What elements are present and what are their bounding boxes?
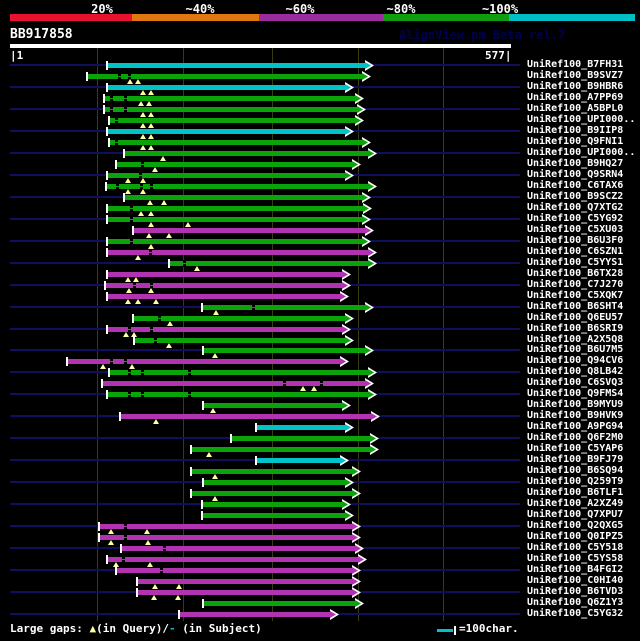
query-gap-triangle-icon [125, 178, 131, 183]
hit-bar[interactable] [108, 63, 365, 68]
hit-bar[interactable] [121, 414, 371, 419]
hit-label[interactable]: UniRef100_Q9SRN4 [527, 169, 624, 180]
query-gap-triangle-icon [212, 474, 218, 479]
hit-bar[interactable] [108, 250, 368, 255]
query-gap-triangle-icon [175, 595, 181, 600]
query-gap-triangle-icon [194, 266, 200, 271]
hit-bar[interactable] [125, 195, 362, 200]
subject-gap-line [139, 175, 142, 176]
hit-bar[interactable] [105, 96, 355, 101]
hit-bar[interactable] [232, 436, 370, 441]
hit-start-tick [98, 533, 100, 542]
subject-gap-line [110, 98, 113, 99]
hit-label[interactable]: UniRef100_Q259T9 [527, 476, 624, 487]
hit-bar[interactable] [108, 173, 345, 178]
hit-label[interactable]: UniRef100_C5YYS1 [527, 257, 624, 268]
subject-gap-line [150, 329, 153, 330]
hit-bar[interactable] [108, 272, 342, 277]
query-gap-triangle-icon [138, 211, 144, 216]
query-ruler-bar [10, 44, 511, 48]
query-gap-triangle-icon [148, 211, 154, 216]
hit-bar[interactable] [108, 85, 345, 90]
hit-label[interactable]: UniRef100_B4FGI2 [527, 564, 624, 575]
hit-label[interactable]: UniRef100_Q0IPZ5 [527, 531, 624, 542]
hit-label[interactable]: UniRef100_C5XQK7 [527, 290, 624, 301]
subject-gap-line [158, 318, 161, 319]
hit-start-tick [106, 83, 108, 92]
query-gap-triangle-icon [100, 364, 106, 369]
subject-gap-line [141, 164, 144, 165]
hit-bar[interactable] [108, 217, 362, 222]
hit-label[interactable]: UniRef100_B9HVK9 [527, 410, 624, 421]
hit-label[interactable]: UniRef100_Q6F2M0 [527, 432, 624, 443]
hit-start-tick [105, 182, 107, 191]
hit-start-tick [115, 566, 117, 575]
subject-gap-line [124, 526, 127, 527]
hit-bar[interactable] [257, 458, 340, 463]
hit-label[interactable]: UniRef100_B6TVD3 [527, 586, 624, 597]
hit-start-tick [103, 94, 105, 103]
query-gap-triangle-icon [300, 386, 306, 391]
hit-start-tick [120, 544, 122, 553]
hit-bar[interactable] [108, 129, 345, 134]
hit-start-tick [132, 314, 134, 323]
hit-start-tick [201, 303, 203, 312]
query-gap-triangle-icon [125, 277, 131, 282]
grid-line [358, 48, 359, 621]
query-gap-triangle-icon [185, 222, 191, 227]
hit-label[interactable]: UniRef100_Q7XPU7 [527, 509, 624, 520]
hit-bar[interactable] [106, 283, 342, 288]
hit-label[interactable]: UniRef100_Q8LB42 [527, 366, 624, 377]
subject-gap-line [150, 285, 153, 286]
hit-start-tick [202, 599, 204, 608]
hit-start-tick [106, 292, 108, 301]
hit-label[interactable]: UniRef100_C5YG92 [527, 213, 624, 224]
hit-label[interactable]: UniRef100_B6TX28 [527, 268, 624, 279]
hit-label[interactable]: UniRef100_C7J270 [527, 279, 624, 290]
hit-bar[interactable] [180, 612, 330, 617]
hit-label[interactable]: UniRef100_A2X5Q8 [527, 334, 624, 345]
large-gaps-label: Large gaps: [10, 622, 90, 635]
hit-start-tick [168, 259, 170, 268]
hit-label[interactable]: UniRef100_Q7XTG2 [527, 202, 624, 213]
hit-start-tick [106, 204, 108, 213]
query-gap-triangle-icon [167, 321, 173, 326]
query-gap-triangle-icon [145, 540, 151, 545]
subject-gap-line [160, 570, 163, 571]
query-gap-triangle-icon [166, 233, 172, 238]
hit-bar[interactable] [117, 162, 352, 167]
large-gaps-legend [10, 622, 262, 635]
hit-start-tick [202, 346, 204, 355]
hit-start-tick [178, 610, 180, 619]
hit-label[interactable]: UniRef100_Q9FMS4 [527, 388, 624, 399]
subject-gap-line [150, 186, 153, 187]
query-gap-triangle-icon [176, 584, 182, 589]
hit-label[interactable]: UniRef100_UPI000.. [527, 114, 636, 125]
hit-bar[interactable] [125, 151, 368, 156]
subject-gap-line [283, 383, 286, 384]
hit-bar[interactable] [122, 546, 355, 551]
hit-bar[interactable] [134, 228, 365, 233]
hit-start-tick [98, 522, 100, 531]
query-gap-triangle-icon [140, 145, 146, 150]
hit-bar[interactable] [135, 338, 345, 343]
query-gap-triangle-icon [147, 562, 153, 567]
hit-bar[interactable] [117, 568, 352, 573]
query-gap-triangle-icon [148, 123, 154, 128]
hit-bar[interactable] [192, 469, 352, 474]
subject-gap-line [128, 372, 131, 373]
hit-start-tick [106, 215, 108, 224]
hit-start-tick [106, 61, 108, 70]
query-gap-triangle-icon [152, 167, 158, 172]
subject-gap-line [116, 186, 119, 187]
subject-gap-line [188, 394, 191, 395]
hit-label[interactable]: UniRef100_C6TAX6 [527, 180, 624, 191]
hit-bar[interactable] [68, 359, 340, 364]
hit-bar[interactable] [108, 327, 342, 332]
hit-bar[interactable] [110, 140, 362, 145]
hit-label[interactable]: UniRef100_Q6Z1Y3 [527, 597, 624, 608]
hit-start-tick [104, 281, 106, 290]
hit-label[interactable]: UniRef100_A2XZ49 [527, 498, 624, 509]
watermark-text: AlignView.pm Beta rel.7 [399, 28, 566, 42]
subject-gap-line [163, 548, 166, 549]
hit-bar[interactable] [204, 480, 345, 485]
hit-bar[interactable] [107, 184, 368, 189]
subject-gap-line [124, 98, 127, 99]
hit-label[interactable]: UniRef100_B9MYU9 [527, 399, 624, 410]
query-gap-triangle-icon [140, 112, 146, 117]
subject-gap-line [128, 329, 131, 330]
query-gap-triangle-icon [148, 112, 154, 117]
hit-bar[interactable] [100, 524, 352, 529]
hit-label[interactable]: UniRef100_C5YS58 [527, 553, 624, 564]
hit-start-tick [106, 127, 108, 136]
query-gap-triangle-icon [212, 496, 218, 501]
query-gap-triangle-icon [138, 101, 144, 106]
hit-label[interactable]: UniRef100_C5YAP6 [527, 443, 624, 454]
query-gap-triangle-icon [144, 529, 150, 534]
identity-scale-segment [259, 14, 383, 21]
hit-label[interactable]: UniRef100_B9IIP8 [527, 125, 624, 136]
hit-bar[interactable] [110, 370, 368, 375]
hit-bar[interactable] [203, 513, 345, 518]
hit-label[interactable]: UniRef100_Q2QXG5 [527, 520, 624, 531]
hit-start-tick [136, 577, 138, 586]
hit-bar[interactable] [203, 502, 342, 507]
hit-start-tick [190, 445, 192, 454]
hit-bar[interactable] [108, 206, 363, 211]
hit-label[interactable]: UniRef100_B6SHT4 [527, 301, 624, 312]
hit-start-tick [106, 555, 108, 564]
hit-label[interactable]: UniRef100_C0HI40 [527, 575, 624, 586]
query-gap-triangle-icon [135, 79, 141, 84]
subject-gap-line [130, 219, 133, 220]
hit-bar[interactable] [103, 381, 365, 386]
hit-bar[interactable] [192, 447, 370, 452]
hit-label[interactable]: UniRef100_A9PG94 [527, 421, 624, 432]
query-gap-triangle-icon [148, 134, 154, 139]
subject-gap-line [110, 109, 113, 110]
hit-label[interactable]: UniRef100_B6U3F0 [527, 235, 624, 246]
query-gap-triangle-icon [166, 343, 172, 348]
hit-start-tick [106, 390, 108, 399]
hit-bar[interactable] [105, 107, 357, 112]
hit-label[interactable]: UniRef100_Q9FNI1 [527, 136, 624, 147]
hit-bar[interactable] [134, 316, 345, 321]
query-gap-triangle-icon [210, 408, 216, 413]
hit-label[interactable]: UniRef100_B9FJ79 [527, 454, 624, 465]
subject-gap-line [183, 263, 186, 264]
hit-start-tick [230, 434, 232, 443]
hit-label[interactable]: UniRef100_B9SVZ7 [527, 70, 624, 81]
subject-gap-line [128, 76, 131, 77]
hit-start-tick [201, 511, 203, 520]
hit-start-tick [66, 357, 68, 366]
query-gap-triangle-icon [108, 529, 114, 534]
hit-bar[interactable] [192, 491, 352, 496]
hit-start-tick [106, 248, 108, 257]
hit-bar[interactable] [204, 601, 355, 606]
gap-in-subject-marker: - [168, 622, 176, 635]
hit-bar[interactable] [108, 294, 340, 299]
query-gap-triangle-icon [148, 145, 154, 150]
hit-start-tick [108, 116, 110, 125]
subject-gap-line [141, 372, 144, 373]
hit-label[interactable]: UniRef100_Q6EU57 [527, 312, 624, 323]
hit-start-tick [123, 149, 125, 158]
subject-gap-line [128, 394, 131, 395]
hit-label[interactable]: UniRef100_B9SCZ2 [527, 191, 624, 202]
hit-start-tick [202, 478, 204, 487]
hit-label[interactable]: UniRef100_B6TLF1 [527, 487, 624, 498]
hit-start-tick [101, 379, 103, 388]
hit-bar[interactable] [108, 557, 358, 562]
hit-start-tick [106, 237, 108, 246]
subject-gap-line [188, 372, 191, 373]
subject-gap-line [122, 559, 125, 560]
ruler-start-label: |1 [10, 49, 24, 62]
query-gap-triangle-icon [125, 299, 131, 304]
subject-gap-line [124, 361, 127, 362]
identity-scale-segment [10, 14, 132, 21]
query-gap-triangle-icon [311, 386, 317, 391]
hit-start-tick [190, 489, 192, 498]
subject-gap-line [115, 142, 118, 143]
hit-label[interactable]: UniRef100_C6SVQ3 [527, 377, 624, 388]
query-gap-triangle-icon [140, 90, 146, 95]
hit-bar[interactable] [257, 425, 345, 430]
subject-gap-line [118, 76, 121, 77]
hit-start-tick [106, 171, 108, 180]
hit-start-tick [123, 193, 125, 202]
subject-gap-line [252, 307, 255, 308]
hit-label[interactable]: UniRef100_UPI000.. [527, 147, 636, 158]
hit-bar[interactable] [108, 392, 368, 397]
subject-gap-line [130, 241, 133, 242]
hit-start-tick [190, 467, 192, 476]
hit-start-tick [202, 401, 204, 410]
hit-label[interactable]: UniRef100_A7PP69 [527, 92, 624, 103]
hit-label[interactable]: UniRef100_B9HBR6 [527, 81, 624, 92]
query-title: BB917858 [10, 27, 73, 42]
hit-start-tick [86, 72, 88, 81]
ruler-end-label: 577| [485, 49, 512, 62]
query-gap-triangle-icon [135, 255, 141, 260]
query-gap-triangle-icon [213, 310, 219, 315]
gap-in-subject-label: (in Subject) [175, 622, 262, 635]
hit-start-tick [133, 336, 135, 345]
hit-bar[interactable] [204, 403, 342, 408]
hit-start-tick [255, 423, 257, 432]
hit-start-tick [103, 105, 105, 114]
subject-gap-line [130, 208, 133, 209]
hit-start-tick [119, 412, 121, 421]
query-gap-triangle-icon [151, 595, 157, 600]
query-gap-triangle-icon [148, 222, 154, 227]
subject-gap-line [115, 120, 118, 121]
hit-start-tick [108, 138, 110, 147]
query-gap-triangle-icon [140, 134, 146, 139]
hit-label[interactable]: UniRef100_B6SRI9 [527, 323, 624, 334]
identity-scale-label: ~60% [285, 2, 315, 16]
hit-label[interactable]: UniRef100_C5XU03 [527, 224, 624, 235]
gap-in-query-marker: ▲ [89, 622, 97, 635]
query-gap-triangle-icon [206, 452, 212, 457]
hit-start-tick [106, 270, 108, 279]
query-gap-triangle-icon [146, 101, 152, 106]
subject-gap-line [133, 285, 136, 286]
identity-scale-label: 20% [91, 2, 113, 16]
subject-gap-line [154, 340, 157, 341]
hit-start-tick [106, 325, 108, 334]
subject-gap-line [124, 537, 127, 538]
subject-gap-line [149, 252, 152, 253]
hit-start-tick [108, 368, 110, 377]
grid-line [443, 48, 444, 621]
query-gap-triangle-icon [152, 584, 158, 589]
hit-bar[interactable] [204, 348, 365, 353]
hit-start-tick [132, 226, 134, 235]
hit-label[interactable]: UniRef100_C5Y518 [527, 542, 624, 553]
query-gap-triangle-icon [153, 419, 159, 424]
hit-label[interactable]: UniRef100_B7FH31 [527, 59, 624, 70]
gap-in-query-label: (in Query)/ [96, 622, 169, 635]
hit-label[interactable]: UniRef100_C5YG32 [527, 608, 624, 619]
subject-gap-line [110, 361, 113, 362]
query-gap-triangle-icon [148, 288, 154, 293]
identity-scale-segment [509, 14, 635, 21]
hit-bar[interactable] [170, 261, 368, 266]
hit-label[interactable]: UniRef100_B6U7M5 [527, 344, 624, 355]
subject-gap-line [141, 394, 144, 395]
query-gap-triangle-icon [135, 299, 141, 304]
hit-label[interactable]: UniRef100_Q94CV6 [527, 355, 624, 366]
hit-bar[interactable] [203, 305, 365, 310]
hit-label[interactable]: UniRef100_A5BPL0 [527, 103, 624, 114]
query-gap-triangle-icon [153, 299, 159, 304]
query-gap-triangle-icon [160, 156, 166, 161]
hit-label[interactable]: UniRef100_C6SZN1 [527, 246, 624, 257]
subject-gap-line [320, 383, 323, 384]
hit-bar[interactable] [100, 535, 352, 540]
query-gap-triangle-icon [126, 288, 132, 293]
identity-scale-label: ~80% [386, 2, 416, 16]
hit-start-tick [136, 588, 138, 597]
query-gap-triangle-icon [125, 189, 131, 194]
subject-gap-line [124, 109, 127, 110]
hit-start-tick [201, 500, 203, 509]
hit-label[interactable]: UniRef100_B6SQ94 [527, 465, 624, 476]
subject-gap-line [140, 186, 143, 187]
query-gap-triangle-icon [108, 540, 114, 545]
query-gap-triangle-icon [140, 123, 146, 128]
hit-bar[interactable] [138, 590, 352, 595]
hit-bar[interactable] [108, 239, 362, 244]
hit-start-tick [255, 456, 257, 465]
hundred-char-sample-line [437, 629, 453, 632]
hit-start-tick [115, 160, 117, 169]
query-gap-triangle-icon [148, 90, 154, 95]
query-gap-triangle-icon [147, 200, 153, 205]
hit-bar[interactable] [138, 579, 352, 584]
identity-scale-label: ~100% [481, 2, 519, 16]
hit-label[interactable]: UniRef100_B9HQ27 [527, 158, 624, 169]
query-gap-triangle-icon [146, 233, 152, 238]
query-gap-triangle-icon [161, 200, 167, 205]
hundred-char-label: =100char. [459, 622, 519, 635]
hundred-char-sample-tick [454, 626, 456, 635]
identity-scale-label: ~40% [185, 2, 215, 16]
hit-bar[interactable] [110, 118, 355, 123]
query-gap-triangle-icon [212, 353, 218, 358]
